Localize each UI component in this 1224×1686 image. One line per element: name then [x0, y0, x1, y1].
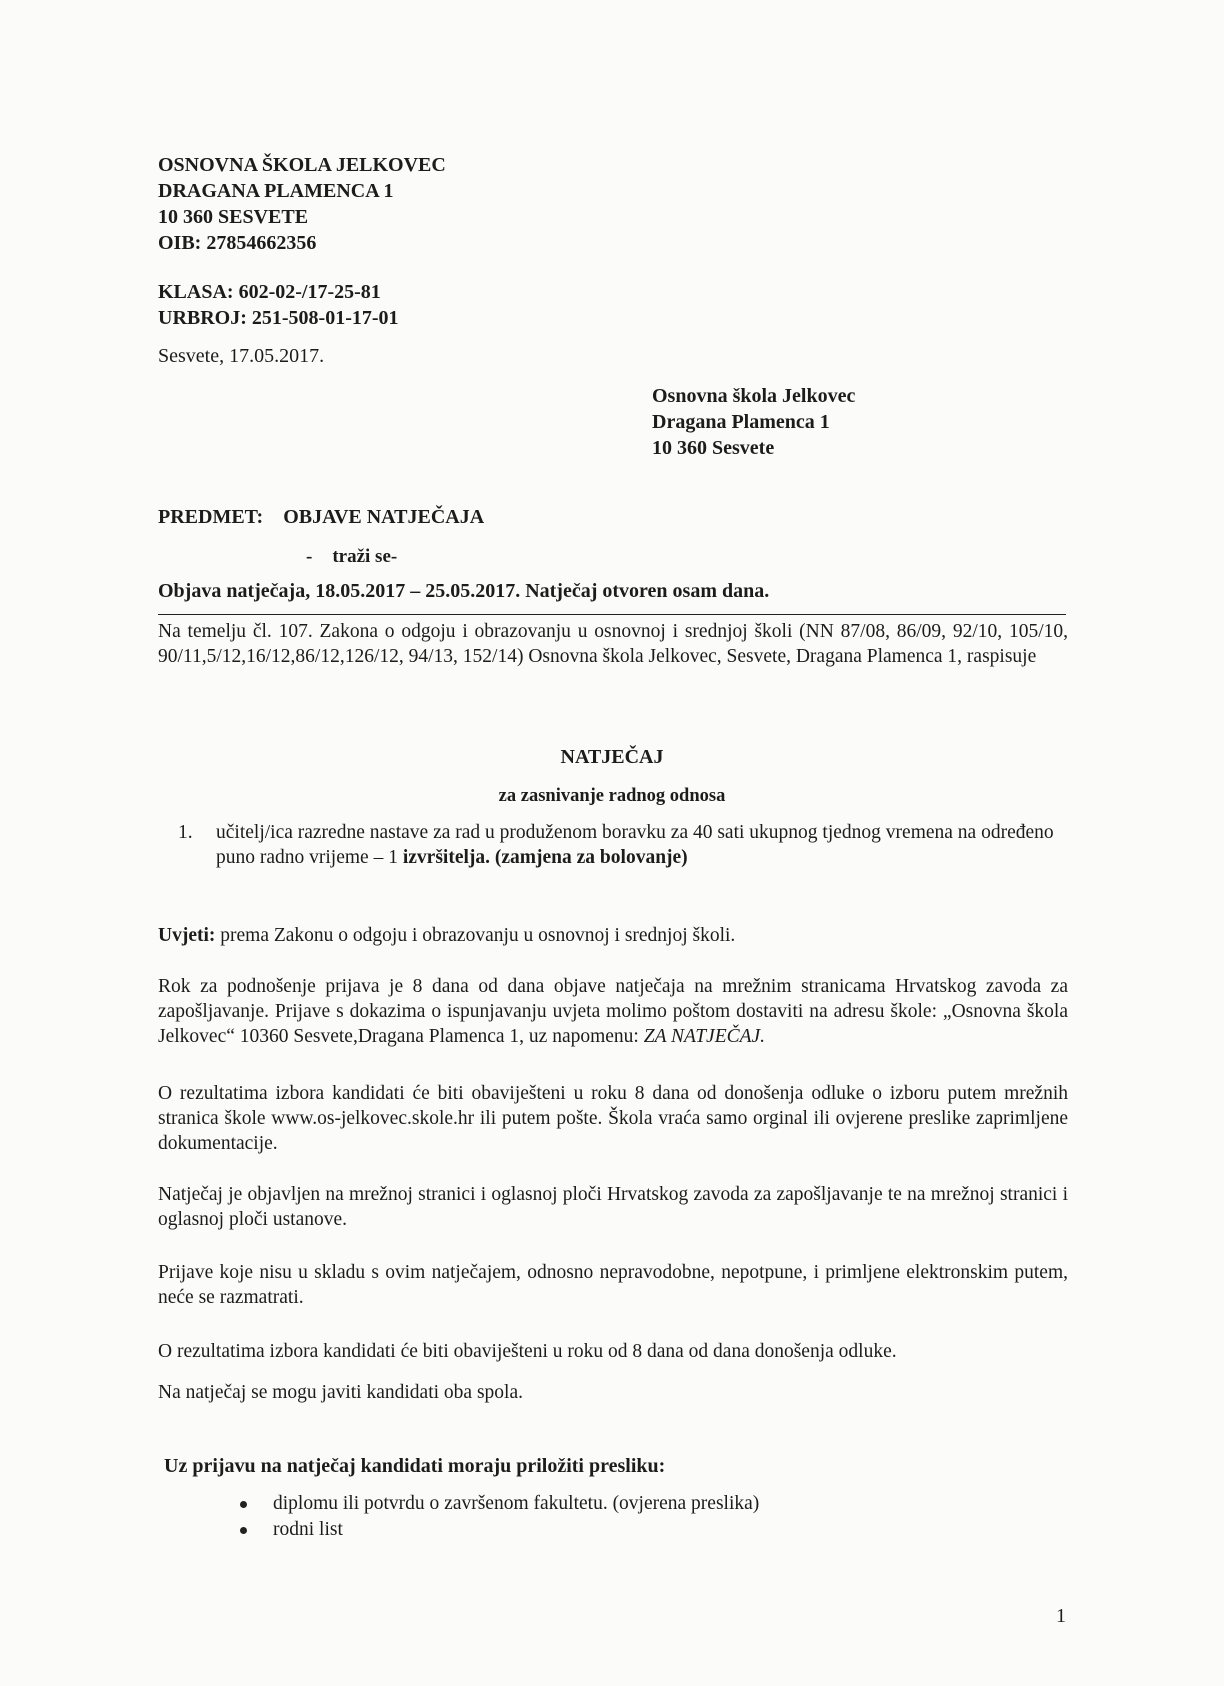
prilog-title: Uz prijavu na natječaj kandidati moraju priložiti presliku:: [164, 1455, 666, 1477]
position-number: 1.: [178, 822, 193, 843]
horizontal-rule: [158, 614, 1066, 615]
list-item: [240, 1491, 759, 1517]
list-item-text: rodni list: [273, 1519, 343, 1540]
rok-text: Rok za podnošenje prijava je 8 dana od dana objave natječaja na mrežnim stranicama Hrvatskog zavoda za zapošljavanje. Prijave s dokazima o ispunjavanju uvjeta molimo poštom dostaviti na adresu škole: „Osnovna škola Jelkovec“ 10360 Sesvete,Dragana Plamenca 1, uz napomenu:: [158, 976, 1068, 1047]
document-date: Sesvete, 17.05.2017.: [158, 345, 325, 367]
subject-label: PREDMET:: [158, 506, 264, 528]
sender-block: [158, 152, 446, 256]
sender-city: 10 360 SESVETE: [158, 206, 309, 228]
natjecaj-subtitle: za zasnivanje radnog odnosa: [498, 786, 726, 806]
rok-paragraph: [158, 974, 1068, 1049]
rezultati-paragraph: O rezultatima izbora kandidati će biti obaviješteni u roku 8 dana od donošenja odluke o izboru putem mrežnih stranica škole www.os-jelkovec.skole.hr ili putem pošte. Škola vraća samo orginal ili ovjerene preslike zaprimljene dokumentacije.: [158, 1083, 1068, 1154]
subject-value: OBJAVE NATJEČAJA: [283, 506, 485, 528]
uvjeti-label: Uvjeti:: [158, 925, 216, 946]
prijave-paragraph: Prijave koje nisu u skladu s ovim natječajem, odnosno nepravodobne, nepotpune, i primljene elektronskim putem, neće se razmatrati.: [158, 1262, 1068, 1308]
trazi-text: traži se-: [332, 546, 398, 567]
bullet-icon: [240, 1501, 247, 1508]
objava-line: Objava natječaja, 18.05.2017 – 25.05.2017. Natječaj otvoren osam dana.: [158, 580, 770, 602]
rezultati-rok-paragraph: O rezultatima izbora kandidati će biti obaviješteni u roku od 8 dana od dana donošenja odluke.: [158, 1341, 897, 1362]
reference-block: [158, 279, 399, 331]
list-item-text: diplomu ili potvrdu o završenom fakultetu. (ovjerena preslika): [273, 1493, 760, 1514]
subject-line: [158, 506, 484, 529]
page-number: 1: [1056, 1605, 1066, 1627]
list-item: [240, 1517, 759, 1543]
trazi-dash: -: [306, 546, 313, 567]
objavljen-paragraph: Natječaj je objavljen na mrežnoj stranici i oglasnoj ploči Hrvatskog zavoda za zapošljavanje te na mrežnoj stranici i oglasnoj ploči ustanove.: [158, 1184, 1068, 1230]
klasa: KLASA: 602-02-/17-25-81: [158, 281, 381, 303]
sender-street: DRAGANA PLAMENCA 1: [158, 180, 394, 202]
rok-note: ZA NATJEČAJ.: [643, 1026, 766, 1047]
recipient-name: Osnovna škola Jelkovec: [652, 385, 856, 407]
uvjeti-paragraph: [158, 923, 1068, 948]
sender-oib: OIB: 27854662356: [158, 232, 317, 254]
prilog-list: [240, 1491, 759, 1543]
position-count: izvršitelja. (zamjena za bolovanje): [402, 847, 688, 868]
natjecaj-title: NATJEČAJ: [560, 746, 664, 768]
urbroj: URBROJ: 251-508-01-17-01: [158, 307, 399, 329]
spol-paragraph: Na natječaj se mogu javiti kandidati oba spola.: [158, 1382, 523, 1403]
recipient-block: [652, 383, 855, 461]
recipient-city: 10 360 Sesvete: [652, 437, 775, 459]
sender-name: OSNOVNA ŠKOLA JELKOVEC: [158, 154, 446, 176]
uvjeti-text: prema Zakonu o odgoju i obrazovanju u osnovnoj i srednjoj školi.: [215, 925, 736, 946]
trazi-line: [306, 546, 397, 568]
position-description: učitelj/ica razredne nastave za rad u produženom boravku za 40 sati ukupnog tjednog vremena na određeno puno radno vrijeme – 1: [216, 822, 1054, 868]
bullet-icon: [240, 1527, 247, 1534]
recipient-street: Dragana Plamenca 1: [652, 411, 830, 433]
position-text: [216, 820, 1058, 870]
intro-paragraph: Na temelju čl. 107. Zakona o odgoju i obrazovanju u osnovnoj i srednjoj školi (NN 87/08, 86/09, 92/10, 105/10, 90/11,5/12,16/12,86/12,126/12, 94/13, 152/14) Osnovna škola Jelkovec, Sesvete, Dragana Plamenca 1, raspisuje: [158, 621, 1068, 667]
